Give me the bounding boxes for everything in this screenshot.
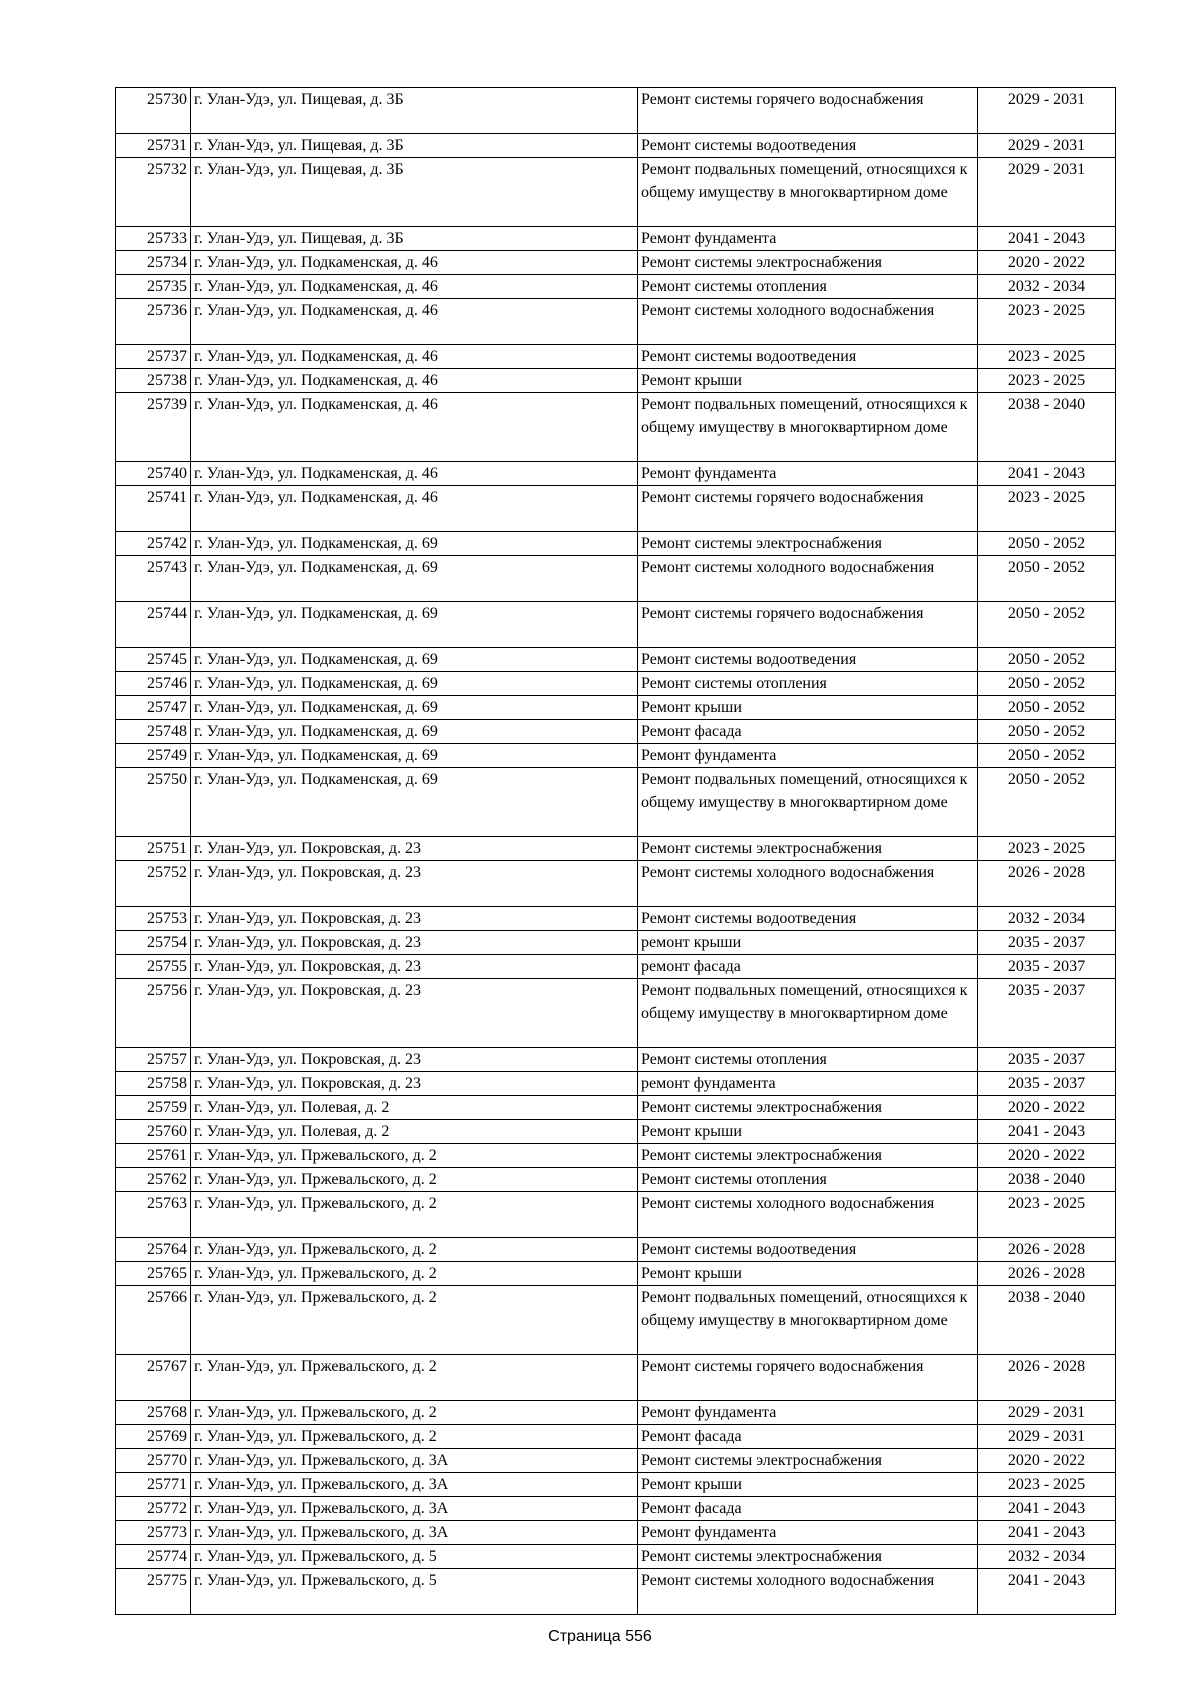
work-type-cell: Ремонт системы электроснабжения xyxy=(638,1144,978,1168)
work-type-cell: Ремонт крыши xyxy=(638,1473,978,1497)
work-type-cell: Ремонт крыши xyxy=(638,1120,978,1144)
work-type-cell: Ремонт подвальных помещений, относящихся к общему имуществу в многоквартирном доме xyxy=(638,158,978,227)
table-row xyxy=(116,768,1116,837)
period-cell: 2026 - 2028 xyxy=(978,1238,1116,1262)
row-number-cell: 25744 xyxy=(116,602,191,648)
row-number-cell: 25766 xyxy=(116,1286,191,1355)
table-row xyxy=(116,602,1116,648)
period-cell: 2026 - 2028 xyxy=(978,1262,1116,1286)
row-number-cell: 25757 xyxy=(116,1048,191,1072)
address-cell: г. Улан-Удэ, ул. Пржевальского, д. 2 xyxy=(191,1286,638,1355)
work-type-cell: Ремонт крыши xyxy=(638,369,978,393)
address-cell: г. Улан-Удэ, ул. Пржевальского, д. 2 xyxy=(191,1238,638,1262)
period-cell: 2029 - 2031 xyxy=(978,1401,1116,1425)
table-row xyxy=(116,1449,1116,1473)
table-row xyxy=(116,1425,1116,1449)
work-type-cell: Ремонт фасада xyxy=(638,720,978,744)
work-type-cell: Ремонт фундамента xyxy=(638,744,978,768)
page-number: Страница 556 xyxy=(548,1628,652,1645)
table-row xyxy=(116,1262,1116,1286)
work-type-cell: Ремонт системы горячего водоснабжения xyxy=(638,88,978,134)
table-row xyxy=(116,556,1116,602)
work-type-cell: Ремонт системы электроснабжения xyxy=(638,1096,978,1120)
table-row xyxy=(116,532,1116,556)
table-row xyxy=(116,1238,1116,1262)
row-number-cell: 25739 xyxy=(116,393,191,462)
row-number-cell: 25736 xyxy=(116,299,191,345)
period-cell: 2029 - 2031 xyxy=(978,134,1116,158)
work-type-cell: Ремонт фундамента xyxy=(638,1401,978,1425)
period-cell: 2020 - 2022 xyxy=(978,1096,1116,1120)
work-type-cell: Ремонт системы водоотведения xyxy=(638,907,978,931)
table-row xyxy=(116,345,1116,369)
row-number-cell: 25768 xyxy=(116,1401,191,1425)
period-cell: 2023 - 2025 xyxy=(978,486,1116,532)
table-row xyxy=(116,1192,1116,1238)
period-cell: 2041 - 2043 xyxy=(978,1497,1116,1521)
table-row xyxy=(116,1497,1116,1521)
work-type-cell: Ремонт системы отопления xyxy=(638,1048,978,1072)
work-type-cell: Ремонт системы горячего водоснабжения xyxy=(638,1355,978,1401)
table-row xyxy=(116,1473,1116,1497)
table-row xyxy=(116,158,1116,227)
work-type-cell: Ремонт системы холодного водоснабжения xyxy=(638,299,978,345)
address-cell: г. Улан-Удэ, ул. Пржевальского, д. 2 xyxy=(191,1262,638,1286)
address-cell: г. Улан-Удэ, ул. Покровская, д. 23 xyxy=(191,837,638,861)
address-cell: г. Улан-Удэ, ул. Подкаменская, д. 69 xyxy=(191,720,638,744)
table-row xyxy=(116,907,1116,931)
row-number-cell: 25765 xyxy=(116,1262,191,1286)
row-number-cell: 25738 xyxy=(116,369,191,393)
address-cell: г. Улан-Удэ, ул. Пржевальского, д. 3А xyxy=(191,1521,638,1545)
row-number-cell: 25752 xyxy=(116,861,191,907)
table-row xyxy=(116,672,1116,696)
address-cell: г. Улан-Удэ, ул. Подкаменская, д. 69 xyxy=(191,648,638,672)
row-number-cell: 25762 xyxy=(116,1168,191,1192)
period-cell: 2038 - 2040 xyxy=(978,1286,1116,1355)
table-row xyxy=(116,1144,1116,1168)
period-cell: 2041 - 2043 xyxy=(978,227,1116,251)
table-row xyxy=(116,1521,1116,1545)
work-type-cell: Ремонт системы горячего водоснабжения xyxy=(638,602,978,648)
work-type-cell: Ремонт системы электроснабжения xyxy=(638,837,978,861)
address-cell: г. Улан-Удэ, ул. Пржевальского, д. 5 xyxy=(191,1545,638,1569)
address-cell: г. Улан-Удэ, ул. Подкаменская, д. 46 xyxy=(191,486,638,532)
address-cell: г. Улан-Удэ, ул. Пржевальского, д. 2 xyxy=(191,1425,638,1449)
table-row xyxy=(116,1072,1116,1096)
period-cell: 2050 - 2052 xyxy=(978,532,1116,556)
row-number-cell: 25763 xyxy=(116,1192,191,1238)
table-row xyxy=(116,1286,1116,1355)
period-cell: 2035 - 2037 xyxy=(978,931,1116,955)
address-cell: г. Улан-Удэ, ул. Подкаменская, д. 46 xyxy=(191,345,638,369)
row-number-cell: 25772 xyxy=(116,1497,191,1521)
row-number-cell: 25755 xyxy=(116,955,191,979)
address-cell: г. Улан-Удэ, ул. Полевая, д. 2 xyxy=(191,1120,638,1144)
works-register-table xyxy=(115,87,1116,1615)
work-type-cell: Ремонт подвальных помещений, относящихся к общему имуществу в многоквартирном доме xyxy=(638,393,978,462)
row-number-cell: 25756 xyxy=(116,979,191,1048)
period-cell: 2038 - 2040 xyxy=(978,1168,1116,1192)
row-number-cell: 25733 xyxy=(116,227,191,251)
work-type-cell: Ремонт системы электроснабжения xyxy=(638,1449,978,1473)
table-row xyxy=(116,979,1116,1048)
register-body xyxy=(116,88,1116,1615)
table-row xyxy=(116,1401,1116,1425)
work-type-cell: Ремонт системы горячего водоснабжения xyxy=(638,486,978,532)
period-cell: 2035 - 2037 xyxy=(978,979,1116,1048)
period-cell: 2032 - 2034 xyxy=(978,907,1116,931)
work-type-cell: Ремонт системы холодного водоснабжения xyxy=(638,1192,978,1238)
table-row xyxy=(116,1545,1116,1569)
period-cell: 2041 - 2043 xyxy=(978,1120,1116,1144)
work-type-cell: Ремонт фасада xyxy=(638,1497,978,1521)
period-cell: 2029 - 2031 xyxy=(978,1425,1116,1449)
address-cell: г. Улан-Удэ, ул. Покровская, д. 23 xyxy=(191,955,638,979)
work-type-cell: Ремонт подвальных помещений, относящихся к общему имуществу в многоквартирном доме xyxy=(638,1286,978,1355)
work-type-cell: Ремонт крыши xyxy=(638,696,978,720)
address-cell: г. Улан-Удэ, ул. Пищевая, д. 3Б xyxy=(191,158,638,227)
address-cell: г. Улан-Удэ, ул. Пржевальского, д. 3А xyxy=(191,1449,638,1473)
period-cell: 2023 - 2025 xyxy=(978,369,1116,393)
table-row xyxy=(116,88,1116,134)
row-number-cell: 25769 xyxy=(116,1425,191,1449)
period-cell: 2050 - 2052 xyxy=(978,672,1116,696)
period-cell: 2029 - 2031 xyxy=(978,158,1116,227)
period-cell: 2023 - 2025 xyxy=(978,1473,1116,1497)
row-number-cell: 25731 xyxy=(116,134,191,158)
address-cell: г. Улан-Удэ, ул. Покровская, д. 23 xyxy=(191,907,638,931)
table-row xyxy=(116,1569,1116,1615)
row-number-cell: 25735 xyxy=(116,275,191,299)
period-cell: 2026 - 2028 xyxy=(978,861,1116,907)
work-type-cell: Ремонт крыши xyxy=(638,1262,978,1286)
work-type-cell: ремонт крыши xyxy=(638,931,978,955)
work-type-cell: Ремонт системы водоотведения xyxy=(638,345,978,369)
row-number-cell: 25775 xyxy=(116,1569,191,1615)
row-number-cell: 25740 xyxy=(116,462,191,486)
table-row xyxy=(116,1355,1116,1401)
period-cell: 2023 - 2025 xyxy=(978,299,1116,345)
work-type-cell: Ремонт системы холодного водоснабжения xyxy=(638,556,978,602)
address-cell: г. Улан-Удэ, ул. Подкаменская, д. 69 xyxy=(191,556,638,602)
row-number-cell: 25773 xyxy=(116,1521,191,1545)
period-cell: 2026 - 2028 xyxy=(978,1355,1116,1401)
period-cell: 2032 - 2034 xyxy=(978,275,1116,299)
period-cell: 2035 - 2037 xyxy=(978,955,1116,979)
work-type-cell: Ремонт подвальных помещений, относящихся к общему имуществу в многоквартирном доме xyxy=(638,768,978,837)
period-cell: 2050 - 2052 xyxy=(978,768,1116,837)
work-type-cell: Ремонт фундамента xyxy=(638,227,978,251)
period-cell: 2020 - 2022 xyxy=(978,1449,1116,1473)
row-number-cell: 25746 xyxy=(116,672,191,696)
table-row xyxy=(116,227,1116,251)
address-cell: г. Улан-Удэ, ул. Подкаменская, д. 69 xyxy=(191,602,638,648)
work-type-cell: Ремонт системы электроснабжения xyxy=(638,532,978,556)
period-cell: 2050 - 2052 xyxy=(978,696,1116,720)
work-type-cell: Ремонт фасада xyxy=(638,1425,978,1449)
period-cell: 2041 - 2043 xyxy=(978,462,1116,486)
work-type-cell: Ремонт системы отопления xyxy=(638,1168,978,1192)
table-row xyxy=(116,1048,1116,1072)
work-type-cell: Ремонт системы холодного водоснабжения xyxy=(638,1569,978,1615)
period-cell: 2050 - 2052 xyxy=(978,556,1116,602)
table-row xyxy=(116,462,1116,486)
table-row xyxy=(116,251,1116,275)
work-type-cell: ремонт фасада xyxy=(638,955,978,979)
period-cell: 2023 - 2025 xyxy=(978,345,1116,369)
period-cell: 2020 - 2022 xyxy=(978,251,1116,275)
table-row xyxy=(116,369,1116,393)
work-type-cell: Ремонт фундамента xyxy=(638,1521,978,1545)
table-row xyxy=(116,720,1116,744)
row-number-cell: 25732 xyxy=(116,158,191,227)
address-cell: г. Улан-Удэ, ул. Покровская, д. 23 xyxy=(191,1048,638,1072)
row-number-cell: 25745 xyxy=(116,648,191,672)
row-number-cell: 25759 xyxy=(116,1096,191,1120)
table-row xyxy=(116,648,1116,672)
row-number-cell: 25770 xyxy=(116,1449,191,1473)
address-cell: г. Улан-Удэ, ул. Пржевальского, д. 2 xyxy=(191,1168,638,1192)
table-row xyxy=(116,931,1116,955)
row-number-cell: 25751 xyxy=(116,837,191,861)
address-cell: г. Улан-Удэ, ул. Подкаменская, д. 46 xyxy=(191,275,638,299)
address-cell: г. Улан-Удэ, ул. Покровская, д. 23 xyxy=(191,1072,638,1096)
period-cell: 2041 - 2043 xyxy=(978,1569,1116,1615)
period-cell: 2050 - 2052 xyxy=(978,648,1116,672)
row-number-cell: 25753 xyxy=(116,907,191,931)
table-row xyxy=(116,744,1116,768)
address-cell: г. Улан-Удэ, ул. Пржевальского, д. 2 xyxy=(191,1144,638,1168)
work-type-cell: ремонт фундамента xyxy=(638,1072,978,1096)
period-cell: 2050 - 2052 xyxy=(978,602,1116,648)
row-number-cell: 25771 xyxy=(116,1473,191,1497)
table-row xyxy=(116,837,1116,861)
address-cell: г. Улан-Удэ, ул. Подкаменская, д. 46 xyxy=(191,299,638,345)
period-cell: 2050 - 2052 xyxy=(978,744,1116,768)
table-row xyxy=(116,1120,1116,1144)
row-number-cell: 25741 xyxy=(116,486,191,532)
row-number-cell: 25748 xyxy=(116,720,191,744)
table-row xyxy=(116,393,1116,462)
address-cell: г. Улан-Удэ, ул. Пржевальского, д. 3А xyxy=(191,1473,638,1497)
table-row xyxy=(116,1096,1116,1120)
work-type-cell: Ремонт системы отопления xyxy=(638,275,978,299)
table-row xyxy=(116,299,1116,345)
row-number-cell: 25750 xyxy=(116,768,191,837)
period-cell: 2035 - 2037 xyxy=(978,1048,1116,1072)
work-type-cell: Ремонт подвальных помещений, относящихся к общему имуществу в многоквартирном доме xyxy=(638,979,978,1048)
address-cell: г. Улан-Удэ, ул. Подкаменская, д. 46 xyxy=(191,393,638,462)
address-cell: г. Улан-Удэ, ул. Покровская, д. 23 xyxy=(191,861,638,907)
table-row xyxy=(116,275,1116,299)
period-cell: 2041 - 2043 xyxy=(978,1521,1116,1545)
row-number-cell: 25743 xyxy=(116,556,191,602)
address-cell: г. Улан-Удэ, ул. Подкаменская, д. 46 xyxy=(191,251,638,275)
period-cell: 2032 - 2034 xyxy=(978,1545,1116,1569)
row-number-cell: 25760 xyxy=(116,1120,191,1144)
table-row xyxy=(116,955,1116,979)
address-cell: г. Улан-Удэ, ул. Пржевальского, д. 2 xyxy=(191,1401,638,1425)
table-row xyxy=(116,1168,1116,1192)
row-number-cell: 25734 xyxy=(116,251,191,275)
table-row xyxy=(116,861,1116,907)
work-type-cell: Ремонт системы электроснабжения xyxy=(638,1545,978,1569)
row-number-cell: 25767 xyxy=(116,1355,191,1401)
row-number-cell: 25737 xyxy=(116,345,191,369)
address-cell: г. Улан-Удэ, ул. Покровская, д. 23 xyxy=(191,931,638,955)
row-number-cell: 25742 xyxy=(116,532,191,556)
work-type-cell: Ремонт системы водоотведения xyxy=(638,134,978,158)
table-row xyxy=(116,486,1116,532)
address-cell: г. Улан-Удэ, ул. Пищевая, д. 3Б xyxy=(191,134,638,158)
row-number-cell: 25758 xyxy=(116,1072,191,1096)
address-cell: г. Улан-Удэ, ул. Подкаменская, д. 69 xyxy=(191,532,638,556)
address-cell: г. Улан-Удэ, ул. Пржевальского, д. 3А xyxy=(191,1497,638,1521)
period-cell: 2020 - 2022 xyxy=(978,1144,1116,1168)
address-cell: г. Улан-Удэ, ул. Пржевальского, д. 2 xyxy=(191,1192,638,1238)
work-type-cell: Ремонт системы электроснабжения xyxy=(638,251,978,275)
address-cell: г. Улан-Удэ, ул. Подкаменская, д. 46 xyxy=(191,462,638,486)
row-number-cell: 25761 xyxy=(116,1144,191,1168)
work-type-cell: Ремонт системы водоотведения xyxy=(638,648,978,672)
row-number-cell: 25774 xyxy=(116,1545,191,1569)
row-number-cell: 25754 xyxy=(116,931,191,955)
period-cell: 2038 - 2040 xyxy=(978,393,1116,462)
address-cell: г. Улан-Удэ, ул. Пржевальского, д. 2 xyxy=(191,1355,638,1401)
period-cell: 2029 - 2031 xyxy=(978,88,1116,134)
address-cell: г. Улан-Удэ, ул. Покровская, д. 23 xyxy=(191,979,638,1048)
address-cell: г. Улан-Удэ, ул. Полевая, д. 2 xyxy=(191,1096,638,1120)
row-number-cell: 25747 xyxy=(116,696,191,720)
address-cell: г. Улан-Удэ, ул. Пищевая, д. 3Б xyxy=(191,88,638,134)
address-cell: г. Улан-Удэ, ул. Подкаменская, д. 69 xyxy=(191,672,638,696)
work-type-cell: Ремонт системы водоотведения xyxy=(638,1238,978,1262)
address-cell: г. Улан-Удэ, ул. Подкаменская, д. 69 xyxy=(191,744,638,768)
work-type-cell: Ремонт системы отопления xyxy=(638,672,978,696)
address-cell: г. Улан-Удэ, ул. Пищевая, д. 3Б xyxy=(191,227,638,251)
work-type-cell: Ремонт системы холодного водоснабжения xyxy=(638,861,978,907)
period-cell: 2050 - 2052 xyxy=(978,720,1116,744)
period-cell: 2035 - 2037 xyxy=(978,1072,1116,1096)
address-cell: г. Улан-Удэ, ул. Подкаменская, д. 69 xyxy=(191,696,638,720)
period-cell: 2023 - 2025 xyxy=(978,837,1116,861)
address-cell: г. Улан-Удэ, ул. Пржевальского, д. 5 xyxy=(191,1569,638,1615)
row-number-cell: 25764 xyxy=(116,1238,191,1262)
period-cell: 2023 - 2025 xyxy=(978,1192,1116,1238)
table-row xyxy=(116,696,1116,720)
row-number-cell: 25730 xyxy=(116,88,191,134)
address-cell: г. Улан-Удэ, ул. Подкаменская, д. 46 xyxy=(191,369,638,393)
address-cell: г. Улан-Удэ, ул. Подкаменская, д. 69 xyxy=(191,768,638,837)
row-number-cell: 25749 xyxy=(116,744,191,768)
table-row xyxy=(116,134,1116,158)
work-type-cell: Ремонт фундамента xyxy=(638,462,978,486)
